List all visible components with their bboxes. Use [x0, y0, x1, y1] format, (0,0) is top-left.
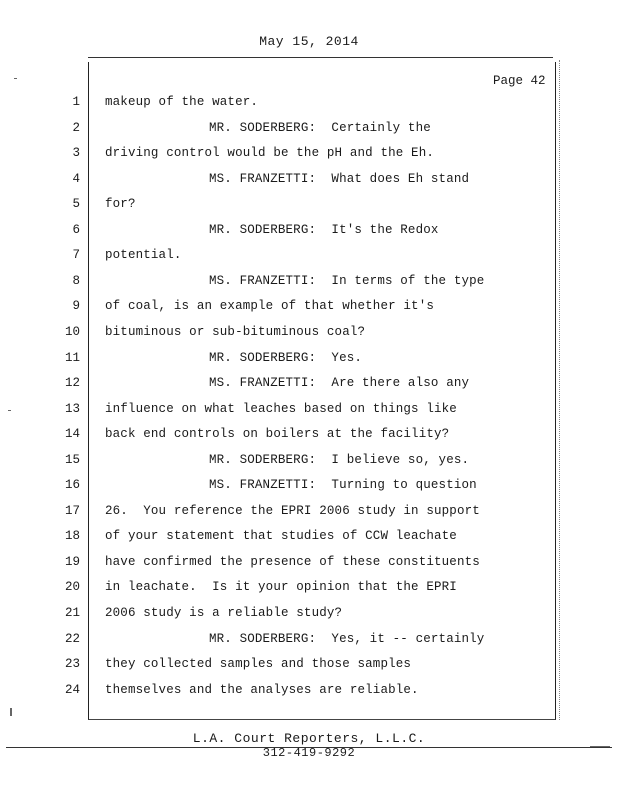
- line-number: 10: [64, 324, 80, 339]
- line-number: 6: [72, 222, 80, 237]
- transcript-line: 26. You reference the EPRI 2006 study in support: [105, 503, 480, 518]
- transcript-line: MR. SODERBERG: Yes.: [209, 350, 363, 365]
- transcript-line: driving control would be the pH and the Eh.: [105, 146, 435, 161]
- line-number: 23: [64, 657, 80, 672]
- line-number: 8: [72, 273, 80, 288]
- transcript-line: potential.: [105, 248, 182, 263]
- transcript-line: for?: [105, 197, 136, 212]
- transcript-line: MR. SODERBERG: I believe so, yes.: [209, 452, 470, 467]
- transcript-line: 2006 study is a reliable study?: [105, 606, 343, 620]
- line-number: 14: [64, 427, 80, 442]
- line-number: 15: [64, 452, 80, 467]
- line-number: 5: [72, 197, 80, 212]
- page-frame: [88, 62, 556, 720]
- line-number: 16: [64, 478, 80, 493]
- transcript-line: in leachate. Is it your opinion that the EPRI: [105, 580, 457, 595]
- transcript-line: themselves and the analyses are reliable.: [105, 682, 419, 697]
- transcript-line: influence on what leaches based on things like: [105, 401, 457, 416]
- transcript-line: MR. SODERBERG: It's the Redox: [209, 222, 439, 237]
- transcript-line: MS. FRANZETTI: Are there also any: [209, 376, 470, 391]
- line-number: 20: [64, 580, 80, 595]
- line-number: 1: [72, 95, 80, 109]
- transcript-line: MS. FRANZETTI: In terms of the type: [209, 273, 485, 288]
- line-number: 4: [72, 171, 80, 186]
- transcript-date: May 15, 2014: [259, 34, 359, 49]
- line-number: 11: [64, 350, 80, 365]
- scan-speck: [8, 410, 11, 411]
- line-number: 24: [64, 682, 80, 697]
- transcript-line: MR. SODERBERG: Certainly the: [209, 120, 431, 135]
- line-number: 2: [72, 120, 80, 135]
- court-reporter-name: L.A. Court Reporters, L.L.C.: [192, 731, 426, 746]
- scan-speck: [14, 78, 17, 79]
- transcript-line: back end controls on boilers at the facility?: [105, 427, 450, 442]
- line-number: 18: [64, 529, 80, 544]
- frame-shadow: [559, 60, 561, 720]
- transcript-line: MR. SODERBERG: Yes, it -- certainly: [209, 631, 485, 646]
- header-rule: [88, 57, 553, 58]
- line-number: 12: [64, 376, 80, 391]
- line-number: 17: [64, 503, 80, 518]
- scan-speck: [590, 746, 610, 747]
- transcript-line: of coal, is an example of that whether it's: [105, 299, 435, 314]
- line-number: 22: [64, 631, 80, 646]
- line-number: 13: [64, 401, 80, 416]
- transcript-line: makeup of the water.: [105, 95, 259, 109]
- transcript-line: bituminous or sub-bituminous coal?: [105, 324, 366, 339]
- transcript-line: of your statement that studies of CCW leachate: [105, 529, 457, 544]
- line-number: 7: [72, 248, 80, 263]
- scan-speck: [10, 708, 12, 716]
- transcript-line: MS. FRANZETTI: Turning to question: [209, 478, 477, 493]
- court-reporter-phone: 312-419-9292: [262, 746, 356, 760]
- transcript-line: they collected samples and those samples: [105, 657, 412, 672]
- line-number: 9: [72, 299, 80, 314]
- line-number: 21: [64, 606, 80, 620]
- transcript-line: have confirmed the presence of these constituents: [105, 554, 480, 569]
- page-number: Page 42: [493, 74, 546, 88]
- line-number: 19: [64, 554, 80, 569]
- line-number: 3: [72, 146, 80, 161]
- transcript-line: MS. FRANZETTI: What does Eh stand: [209, 171, 470, 186]
